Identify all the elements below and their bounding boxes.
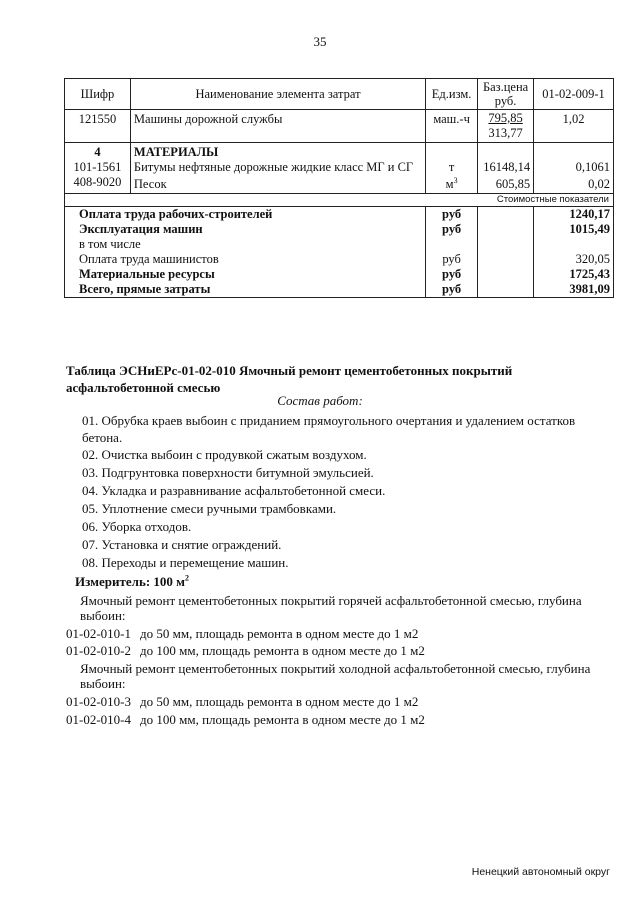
header-price-line1: Баз.цена [482, 80, 529, 94]
material-row [65, 160, 614, 175]
rate-code: 01-02-010-4 [66, 712, 131, 727]
machine-price-base: 795,85 [488, 111, 523, 125]
rate-code: 01-02-010-3 [66, 694, 131, 709]
material-price: 16148,14 [478, 160, 534, 175]
materials-section-row [65, 143, 614, 161]
summary-unit: руб [426, 252, 478, 267]
material-unit: т [426, 160, 478, 175]
materials-section-title: МАТЕРИАЛЫ [130, 143, 425, 161]
summary-row [65, 267, 614, 282]
work-item: 05. Уплотнение смеси ручными трамбовками. [82, 501, 337, 516]
header-rate-code: 01-02-009-1 [534, 79, 614, 110]
summary-name: в том числе [65, 237, 426, 252]
measurer-exponent: 2 [185, 573, 190, 583]
rate-item [66, 626, 418, 642]
material-code: 101-1561 [65, 160, 131, 175]
summary-name: Материальные ресурсы [65, 267, 426, 282]
hot-mix-description: Ямочный ремонт цементобетонных покрытий горячей асфальтобетонной смесью, глубина выбоин: [80, 593, 582, 623]
summary-value: 1725,43 [534, 267, 614, 282]
summary-row [65, 252, 614, 267]
rate-text: до 100 мм, площадь ремонта в одном месте до 1 м2 [140, 643, 425, 658]
material-unit [426, 175, 478, 194]
table-header-row [65, 79, 614, 110]
header-unit: Ед.изм. [426, 79, 478, 110]
material-name: Песок [130, 175, 425, 194]
rate-text: до 50 мм, площадь ремонта в одном месте до 1 м2 [140, 694, 419, 709]
material-unit-base: м [445, 176, 454, 191]
rate-code: 01-02-010-1 [66, 626, 131, 641]
material-name: Битумы нефтяные дорожные жидкие класс МГ и СГ [130, 160, 425, 175]
rate-item [66, 694, 418, 710]
summary-row [65, 282, 614, 298]
machine-value: 1,02 [534, 110, 614, 143]
summary-name: Оплата труда машинистов [65, 252, 426, 267]
section-title: Таблица ЭСНиЕРс-01-02-010 Ямочный ремонт цементобетонных покрытий асфальтобетонной смесью [66, 363, 513, 395]
rate-item [66, 712, 425, 728]
work-item: 06. Уборка отходов. [82, 519, 192, 534]
material-price: 605,85 [478, 175, 534, 194]
measurer-label: Измеритель: 100 м [75, 574, 186, 589]
header-price-line2: руб. [494, 94, 517, 108]
summary-value: 1015,49 [534, 222, 614, 237]
work-item: 01. Обрубка краев выбоин с приданием прямоугольного очертания и удалением остатков бетона. [82, 413, 576, 445]
machine-price-wage: 313,77 [488, 126, 523, 140]
work-composition-title: Состав работ: [277, 393, 363, 408]
summary-row [65, 222, 614, 237]
material-code: 408-9020 [65, 175, 131, 194]
rate-text: до 50 мм, площадь ремонта в одном месте до 1 м2 [140, 626, 419, 641]
cold-mix-description: Ямочный ремонт цементобетонных покрытий холодной асфальтобетонной смесью, глубина выбоин: [80, 661, 591, 691]
machine-price [478, 110, 534, 143]
machine-unit: маш.-ч [426, 110, 478, 143]
summary-row [65, 237, 614, 252]
material-value: 0,02 [534, 175, 614, 194]
material-row [65, 175, 614, 194]
work-item: 03. Подгрунтовка поверхности битумной эмульсией. [82, 465, 374, 480]
footer-region: Ненецкий автономный округ [471, 866, 610, 878]
summary-unit: руб [426, 207, 478, 223]
machine-name: Машины дорожной службы [130, 110, 425, 143]
work-item: 07. Установка и снятие ограждений. [82, 537, 282, 552]
machine-row [65, 110, 614, 143]
summary-value: 1240,17 [534, 207, 614, 223]
rate-code: 01-02-010-2 [66, 643, 131, 658]
summary-name: Эксплуатация машин [65, 222, 426, 237]
header-code: Шифр [65, 79, 131, 110]
summary-value [534, 237, 614, 252]
summary-value: 320,05 [534, 252, 614, 267]
summary-name: Оплата труда рабочих-строителей [65, 207, 426, 223]
page-number: 35 [313, 34, 327, 49]
cost-indicators-row [65, 194, 614, 207]
summary-unit: руб [426, 222, 478, 237]
materials-section-code: 4 [65, 143, 131, 161]
rate-item [66, 643, 425, 659]
work-item: 04. Укладка и разравнивание асфальтобетонной смеси. [82, 483, 386, 498]
measurer [75, 574, 189, 590]
summary-row [65, 207, 614, 223]
work-item: 02. Очистка выбоин с продувкой сжатым воздухом. [82, 447, 367, 462]
machine-code: 121550 [65, 110, 131, 143]
summary-unit: руб [426, 267, 478, 282]
material-value: 0,1061 [534, 160, 614, 175]
cost-indicators-label: Стоимостные показатели [65, 194, 614, 207]
summary-name: Всего, прямые затраты [65, 282, 426, 298]
header-name: Наименование элемента затрат [130, 79, 425, 110]
header-price [478, 79, 534, 110]
material-unit-exponent: 3 [453, 175, 458, 185]
summary-unit: руб [426, 282, 478, 298]
summary-unit [426, 237, 478, 252]
work-item: 08. Переходы и перемещение машин. [82, 555, 289, 570]
summary-value: 3981,09 [534, 282, 614, 298]
resource-cost-table [64, 78, 614, 298]
rate-text: до 100 мм, площадь ремонта в одном месте до 1 м2 [140, 712, 425, 727]
